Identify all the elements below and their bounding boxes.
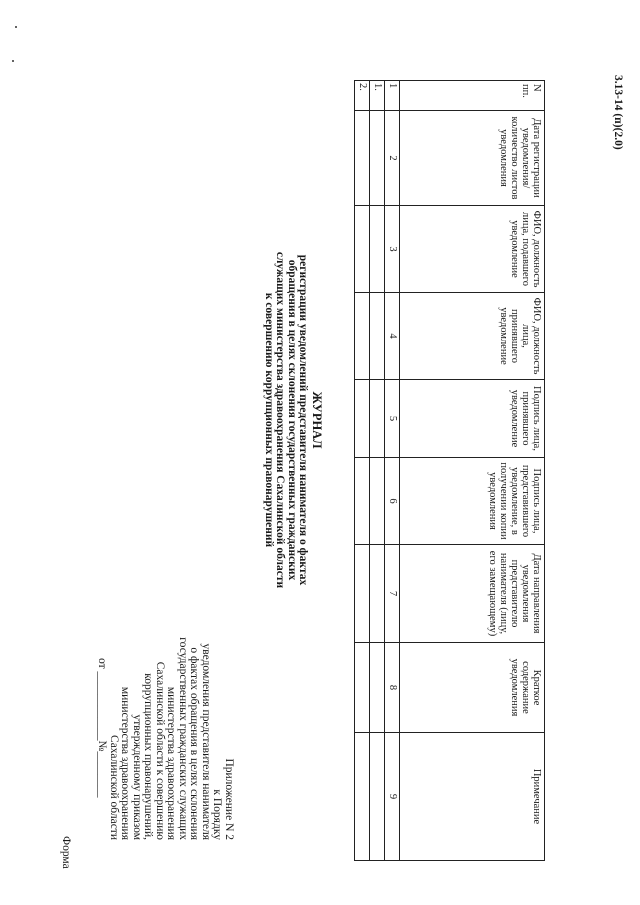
table-cell — [355, 643, 370, 733]
column-header-forwarding-date: Дата направления уведомления представителю нанимателя (лицу, его замещающему) — [400, 545, 545, 643]
form-label: Форма — [60, 836, 72, 869]
column-header-submitter-signature: Подпись лица, представившего уведомление, в получении копии уведомления — [400, 458, 545, 545]
column-header-registration-date: Дата регистрации уведомления/количество листов уведомления — [400, 111, 545, 206]
scan-speck — [15, 26, 17, 28]
table-row — [355, 81, 370, 861]
table-cell — [355, 545, 370, 643]
table-cell — [370, 733, 385, 861]
table-cell — [355, 380, 370, 458]
page-title: ЖУРНАЛ — [310, 391, 324, 449]
journal-table — [354, 80, 545, 861]
scan-speck — [12, 60, 14, 62]
order-date-number: от ____________№________ — [96, 658, 109, 798]
column-header-receiver-signature: Подпись лица, принявшего уведомление — [400, 380, 545, 458]
column-header-note: Примечание — [400, 733, 545, 861]
column-number-row — [385, 81, 400, 861]
column-number: 2 — [385, 111, 400, 206]
table-row — [370, 81, 385, 861]
subtitle-line: регистрации уведомлений представителя нанимателя о фактах — [297, 254, 310, 586]
table-cell — [355, 458, 370, 545]
appendix-line: Приложение N 2 — [223, 758, 235, 840]
column-number: 4 — [385, 293, 400, 380]
journal-heading — [263, 220, 323, 620]
table-cell — [355, 293, 370, 380]
column-number: 9 — [385, 733, 400, 861]
appendix-line: министерства здравоохранения — [119, 686, 132, 840]
journal-subtitle — [263, 220, 309, 620]
table-cell: 2. — [355, 81, 370, 111]
appendix-line: к Порядку — [211, 789, 224, 840]
table-cell — [370, 111, 385, 206]
appendix-line: Сахалинской области к совершению — [154, 661, 166, 840]
column-number: 6 — [385, 458, 400, 545]
subtitle-line: обращения в целях склонения государственных гражданских — [286, 259, 298, 581]
table-cell — [355, 733, 370, 861]
appendix-line: уведомления представителя нанимателя — [200, 643, 212, 840]
appendix-reference — [96, 600, 234, 840]
column-number: 8 — [385, 643, 400, 733]
table-cell — [370, 293, 385, 380]
appendix-line: о фактах обращения в целях склонения — [188, 647, 201, 840]
appendix-line: Сахалинской области — [108, 735, 120, 840]
subtitle-line: к совершению коррупционных правонарушений — [263, 292, 275, 548]
appendix-line: утвержденному приказом — [131, 714, 143, 840]
appendix-line: коррупционных правонарушений, — [142, 673, 155, 840]
table-cell — [370, 380, 385, 458]
column-header-submitter: ФИО, должность лица, подавшего уведомление — [400, 206, 545, 293]
table-cell — [370, 545, 385, 643]
table-cell — [355, 206, 370, 293]
appendix-line: министерства здравоохранения — [165, 686, 178, 840]
column-header-receiver: ФИО, должность лица, принявшего уведомление — [400, 293, 545, 380]
column-number: 3 — [385, 206, 400, 293]
table-cell — [370, 206, 385, 293]
column-header-summary: Краткое содержание уведомления — [400, 643, 545, 733]
document-code: 3.13-14 (п)(2.0) — [612, 75, 624, 150]
subtitle-line: служащих министерства здравоохранения Сахалинской области — [274, 251, 287, 589]
appendix-line: государственных гражданских служащих — [177, 637, 189, 840]
table-cell — [370, 643, 385, 733]
table-header-row — [400, 81, 545, 861]
column-header-number: N пп. — [400, 81, 545, 111]
table-cell: 1. — [370, 81, 385, 111]
table-cell — [370, 458, 385, 545]
table-cell — [355, 111, 370, 206]
column-number: 5 — [385, 380, 400, 458]
column-number: 1 — [385, 81, 400, 111]
column-number: 7 — [385, 545, 400, 643]
